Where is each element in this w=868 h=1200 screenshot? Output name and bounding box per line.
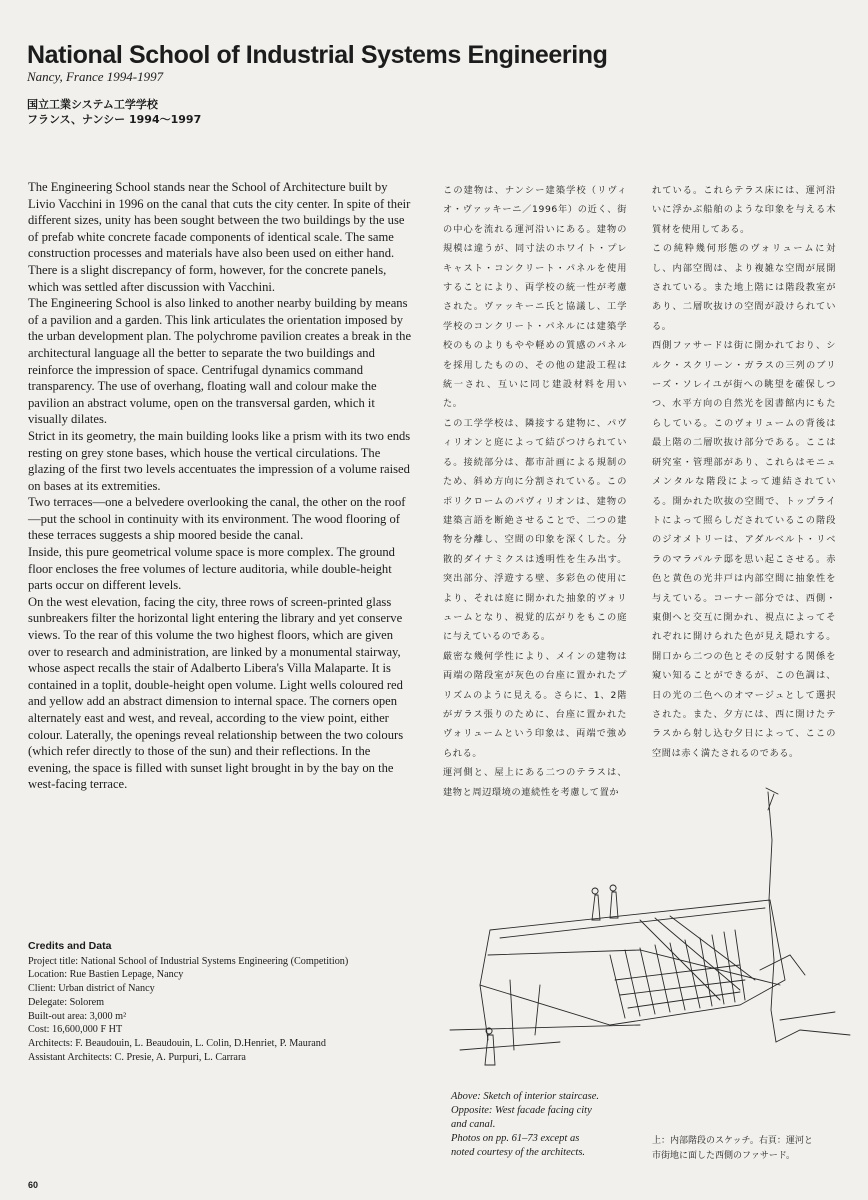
photo-caption-english — [451, 1090, 636, 1160]
caption-line: and canal. — [451, 1119, 496, 1130]
paragraph: The Engineering School is also linked to another nearby building by means of a pavilion and a garden. This link articulates the orientation imposed by the urban development plan. The polychrome pavilion creates a break in the architectural language all the better to separate the two buildings and reinforce the impression of space. Centrifugal dynamics command transparency. The use of overhang, floating wall and colour make the pavilion an abstract volume, open on the transversal garden, which it visually dilates. — [28, 296, 412, 427]
jp-paragraph: 西側ファサードは街に開かれており、シルク・スクリーン・ガラスの三列のブリーズ・ソレイユが街への眺望を確保しつつ、水平方向の自然光を図書館内にもたらしている。このヴォリュームの背後は最上階の二層吹抜け部分である。ここは研究室・管理部があり、これらはモニュメンタルな階段によって連結されている。開かれた吹抜の空間で、トップライトによって照らしだされているこの階段のジオメトリーは、アダルベルト・リベラのマラパルテ邸を思い起こさせる。赤色と黄色の光井戸は内部空間に抽象性を与えている。コーナー部分では、西側・東側へと交互に開かれ、視点によってそれぞれに開けられた色が見え隠れする。開口から二つの色とその反射する関係を窺い知ることができるが、この色調は、日の光の二色へのオマージュとして選択された。また、夕方には、西に開けたテラスから射し込む夕日によって、ここの空間は赤く満たされるのである。 — [652, 340, 836, 759]
caption-line: Opposite: West facade facing city — [451, 1105, 592, 1116]
japanese-title: 国立工業システム工学学校 — [27, 98, 158, 111]
jp-paragraph: れている。これらテラス床には、運河沿いに浮かぶ船舶のような印象を与える木質材を使用してある。 — [652, 185, 836, 235]
japanese-subtitle: フランス、ナンシー 1994〜1997 — [27, 113, 202, 126]
staircase-sketch — [440, 780, 860, 1090]
jp-paragraph: この純粋幾何形態のヴォリュームに対し、内部空間は、より複雑な空間が展開されている。また地上階には階段教室があり、二層吹抜けの空間が設けられている。 — [652, 243, 836, 332]
paragraph: Strict in its geometry, the main building looks like a prism with its two ends resting on grey stone bases, which house the vertical circulations. The glazing of the first two levels accentuates the impression of a volume raised on bases at its extremities. — [28, 428, 411, 493]
english-body-text — [28, 179, 416, 793]
caption-line: Photos on pp. 61–73 except as — [451, 1133, 580, 1144]
paragraph: On the west elevation, facing the city, three rows of screen-printed glass sunbreakers filter the horizontal light entering the library and yet conserve views. To the rear of this volume the two highest floors, which are given over to research and administration, are linked by a monumental stairway, whose aspect recalls the stair of Adalberto Libera's Villa Malaparte. It is contained in a toplit, double-height open volume. Light wells coloured red and yellow add an abstract dimension to internal space. The corners open alternately east and west, and reveal, according to the view point, either colour. Laterally, the openings reveal relationship between the two colours (which refer directly to those of the sun) and their reflections. In the evening, the space is filled with sunset light brought in by the bay on the west-facing terrace. — [28, 594, 404, 792]
credits-heading: Credits and Data — [28, 940, 112, 952]
caption-line: Above: Sketch of interior staircase. — [451, 1091, 600, 1102]
credit-line: Built-out area: 3,000 m² — [28, 1010, 127, 1022]
jp-paragraph: この建物は、ナンシー建築学校（リヴィオ・ヴァッキーニ／1996年）の近く、街の中心を流れる運河沿いにある。建物の規模は違うが、同寸法のホワイト・プレキャスト・コンクリート・パネルを使用することにより、両学校の統一性が考慮された。ヴァッキーニ氏と協議し、工学学校のコンクリート・パネルには建築学校のものよりもやや軽めの質感のパネルを採用したものの、その他の建設工程は統一され、互いに同じ建設材料を用いた。 — [443, 185, 627, 410]
page-title: National School of Industrial Systems Engineering — [27, 41, 608, 69]
photo-caption-japanese — [652, 1134, 842, 1164]
paragraph: Inside, this pure geometrical volume space is more complex. The ground floor encloses the free volumes of lecture auditoria, while double-height parts occur on different levels. — [28, 545, 395, 593]
jp-paragraph: 厳密な幾何学性により、メインの建物は両端の階段室が灰色の台座に置かれたプリズムのように見える。さらに、1、2階がガラス張りのために、台座に置かれたヴォリュームという印象は、両端で強められる。 — [443, 650, 627, 759]
credit-line: Architects: F. Beaudouin, L. Beaudouin, L. Colin, D.Henriet, P. Maurand — [28, 1037, 326, 1049]
credit-line: Cost: 16,600,000 F HT — [28, 1024, 123, 1036]
caption-line: noted courtesy of the architects. — [451, 1147, 586, 1158]
japanese-title-block — [27, 97, 201, 127]
japanese-body-column-1 — [443, 181, 627, 802]
credit-line: Client: Urban district of Nancy — [28, 983, 155, 995]
jp-paragraph: 運河側と、屋上にある二つのテラスは、建物と周辺環境の連続性を考慮して置か — [443, 767, 627, 798]
paragraph: The Engineering School stands near the School of Architecture built by Livio Vacchini in 1996 on the canal that cuts the city center. In spite of their different sizes, unity has been sought between the two buildings by the use of prefab white concrete facade components of identical scale. The same construction processes and materials have also been used on either hand. There is a slight discrepancy of form, however, for the concrete panels, which was settled after discussion with Vacchini. — [28, 180, 411, 294]
location-date-subtitle: Nancy, France 1994-1997 — [27, 69, 164, 84]
credits-and-data — [28, 940, 428, 1064]
jp-paragraph: この工学学校は、隣接する建物に、パヴィリオンと庭によって結びつけられている。接続部分は、都市計画による規制のため、斜め方向に分割されている。このポリクロームのパヴィリオンは、建物の建築言語を断絶させることで、二つの建物を分離し、空間の印象を深くした。分散的ダイナミクスは透明性を生み出す。突出部分、浮遊する壁、多彩色の使用により、それは庭に開かれた抽象的ヴォリュームとなり、視覚的広がりをもこの庭に与えているのである。 — [443, 417, 627, 643]
credit-line: Location: Rue Bastien Lepage, Nancy — [28, 969, 184, 981]
credit-line: Project title: National School of Industrial Systems Engineering (Competition) — [28, 955, 349, 967]
credit-line: Delegate: Solorem — [28, 996, 105, 1008]
credit-line: Assistant Architects: C. Presie, A. Purpuri, L. Carrara — [28, 1051, 246, 1063]
caption-line: 上：内部階段のスケッチ。右頁：運河と — [652, 1136, 813, 1146]
paragraph: Two terraces—one a belvedere overlooking the canal, the other on the roof—put the school in continuity with its environment. The wood flooring of these terraces suggests a ship moored beside the canal. — [28, 495, 406, 543]
japanese-body-column-2 — [652, 181, 836, 763]
page-number: 60 — [28, 1180, 39, 1190]
caption-line: 市街地に面した西側のファサード。 — [652, 1151, 796, 1161]
